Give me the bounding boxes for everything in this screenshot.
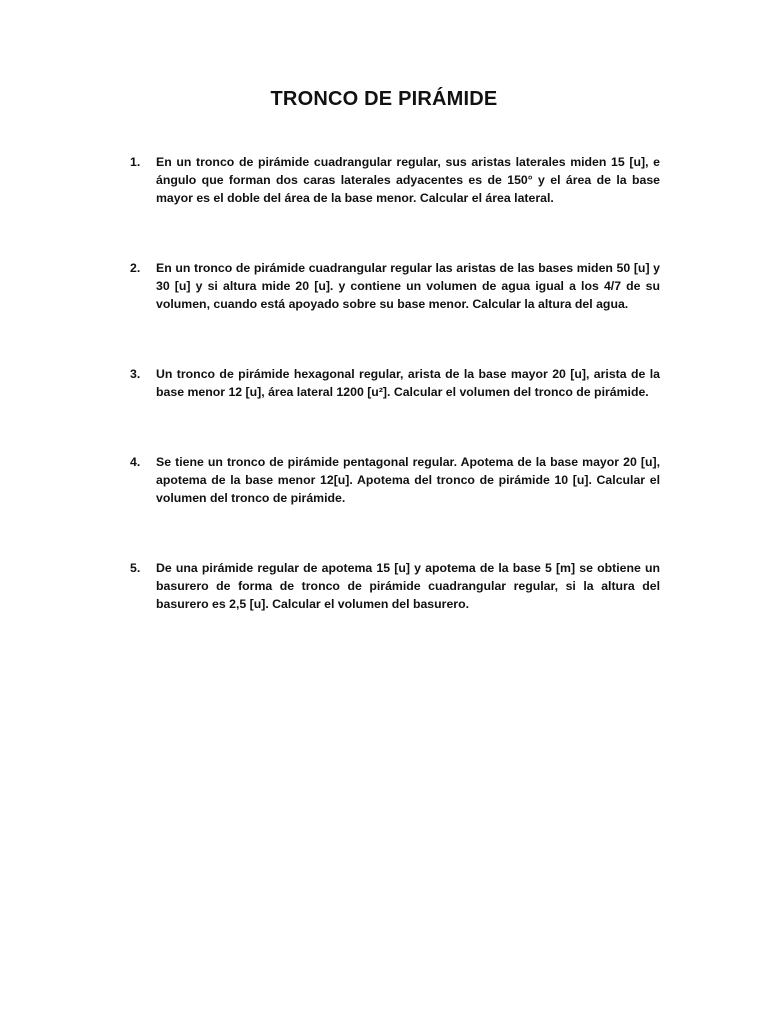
problem-text: En un tronco de pirámide cuadrangular regular, sus aristas laterales miden 15 [u], e ángulo que forman dos caras laterales adyacentes es de 150° y el área de la base mayor es el doble del área de la base menor. Calcular el área lateral. <box>156 155 660 205</box>
problem-text: Se tiene un tronco de pirámide pentagonal regular. Apotema de la base mayor 20 [u], apotema de la base menor 12[u]. Apotema del tronco de pirámide 10 [u]. Calcular el volumen del tronco de pirámide. <box>156 455 660 505</box>
problem-text: De una pirámide regular de apotema 15 [u] y apotema de la base 5 [m] se obtiene un basurero de forma de tronco de pirámide cuadrangular regular, si la altura del basurero es 2,5 [u]. Calcular el volumen del basurero. <box>156 561 660 611</box>
problem-text: Un tronco de pirámide hexagonal regular, arista de la base mayor 20 [u], arista de la base menor 12 [u], área lateral 1200 [u²]. Calcular el volumen del tronco de pirámide. <box>156 367 660 399</box>
problem-item-2 <box>130 259 660 313</box>
problem-number: 1. <box>130 155 141 169</box>
problem-text: En un tronco de pirámide cuadrangular regular las aristas de las bases miden 50 [u] y 30 [u] y si altura mide 20 [u]. y contiene un volumen de agua igual a los 4/7 de su volumen, cuando está apoyado sobre su base menor. Calcular la altura del agua. <box>156 261 660 311</box>
page-title: TRONCO DE PIRÁMIDE <box>270 88 498 110</box>
problem-item-1 <box>130 153 660 207</box>
problem-item-3 <box>130 365 660 401</box>
problem-number: 5. <box>130 561 141 575</box>
problem-item-5 <box>130 559 660 613</box>
problem-list <box>130 153 660 613</box>
problem-item-4 <box>130 453 660 507</box>
problem-number: 3. <box>130 367 141 381</box>
problem-number: 2. <box>130 261 141 275</box>
problem-number: 4. <box>130 455 141 469</box>
